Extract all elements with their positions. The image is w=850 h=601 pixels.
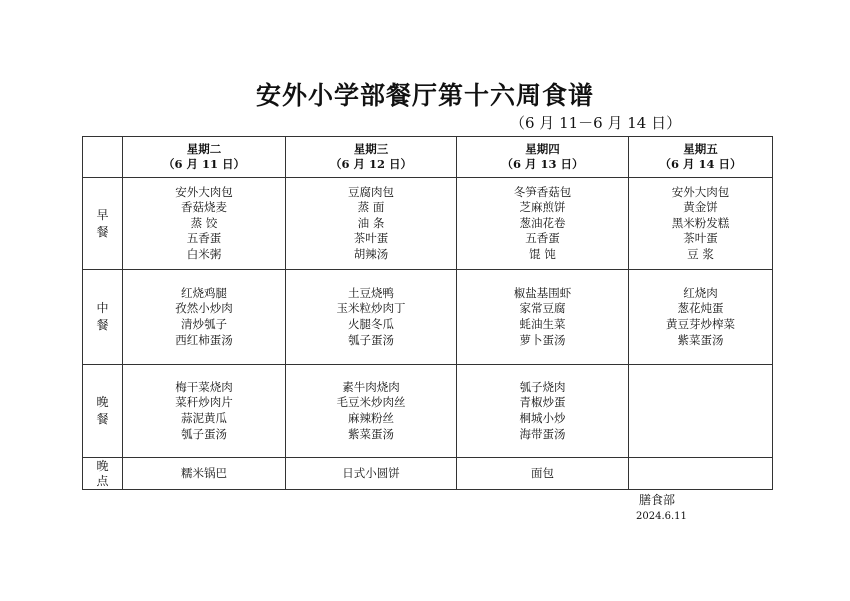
dish: 香菇烧麦 [181,200,227,215]
day-header-tuesday [123,137,286,178]
dinner-wednesday [286,365,457,458]
day-name: 星期三 [353,142,389,156]
dish: 豆 浆 [687,246,714,261]
footer-date: 2024.6.11 [636,511,687,522]
dish: 紫菜蛋汤 [348,426,394,441]
dish: 玉米粒炒肉丁 [336,301,406,316]
day-header-thursday [457,137,629,178]
dish: 素牛肉烧肉 [342,379,400,394]
dish: 冬笋香菇包 [513,184,572,199]
dish: 梅干菜烧肉 [175,379,233,394]
dish: 安外大肉包 [671,184,730,199]
day-header-wednesday [286,137,457,178]
dish: 五香蛋 [525,231,560,246]
dish: 清炒瓠子 [181,317,227,331]
breakfast-friday [629,178,773,270]
dish: 蒸 饺 [190,215,218,230]
dish: 火腿冬瓜 [348,317,394,331]
page-title: 安外小学部餐厅第十六周食谱 [255,81,594,110]
date-range-subtitle: （6 月 11－6 月 14 日） [510,114,682,132]
dish: 茶叶蛋 [683,231,718,246]
dish: 瓠子蛋汤 [348,332,394,347]
day-date: （6 月 12 日） [329,157,412,171]
breakfast-thursday [457,178,629,270]
lunch-label: 中 餐 [83,270,123,365]
snack-label: 晚 点 [83,458,123,490]
footer-department: 膳食部 [639,493,676,507]
dish: 芝麻煎饼 [519,200,566,215]
breakfast-label: 早 餐 [83,178,123,270]
dish: 馄 饨 [529,246,556,261]
dish: 五香蛋 [186,231,222,246]
dish: 萝卜蛋汤 [519,332,566,347]
day-date: （6 月 11 日） [162,157,245,171]
dish: 蚝油生菜 [519,317,566,331]
dish: 黑米粉发糕 [671,215,730,230]
dinner-friday-empty [629,365,773,458]
dish: 黄豆芽炒榨菜 [666,317,735,331]
day-date: （6 月 14 日） [659,157,742,171]
menu-table [82,136,773,490]
dish: 菜秆炒肉片 [175,395,233,410]
dinner-row [83,365,773,458]
day-name: 星期四 [525,142,560,156]
snack-friday [629,458,773,490]
dish: 胡辣汤 [353,246,389,261]
dinner-thursday [457,365,629,458]
dinner-tuesday [123,365,286,458]
lunch-tuesday [123,270,286,365]
dish: 红烧鸡腿 [181,285,227,300]
day-date: （6 月 13 日） [501,157,584,171]
dish: 毛豆米炒肉丝 [336,395,406,410]
dish: 椒盐基围虾 [513,285,572,300]
breakfast-row [83,178,773,270]
dish: 瓠子烧肉 [519,379,566,394]
lunch-friday [629,270,773,365]
day-name: 星期二 [186,142,222,156]
breakfast-tuesday [123,178,286,270]
snack-row [83,458,773,490]
dish: 白米粥 [186,246,222,261]
lunch-thursday [457,270,629,365]
lunch-row [83,270,773,365]
dish: 葱油花卷 [519,215,566,230]
dish: 家常豆腐 [519,301,566,316]
dish: 青椒炒蛋 [519,395,566,410]
dish: 西红柿蛋汤 [175,332,233,347]
dish: 豆腐肉包 [348,184,394,199]
dish: 葱花炖蛋 [677,301,724,316]
dish: 海带蛋汤 [519,426,566,441]
snack-thursday: 面包 [457,458,629,490]
dish: 土豆烧鸭 [348,285,394,300]
snack-wednesday: 日式小圆饼 [286,458,457,490]
lunch-wednesday [286,270,457,365]
snack-tuesday: 糯米锅巴 [123,458,286,490]
dish: 蒸 面 [357,200,385,215]
corner-cell [83,137,123,178]
header-row [83,137,773,178]
dish: 安外大肉包 [175,184,233,199]
dish: 麻辣粉丝 [348,411,394,425]
dish: 蒜泥黄瓜 [181,411,227,425]
dish: 孜然小炒肉 [175,301,233,316]
dish: 茶叶蛋 [353,231,389,246]
day-header-friday [629,137,773,178]
dish: 紫菜蛋汤 [677,332,724,347]
dish: 黄金饼 [683,200,718,215]
dish: 油 条 [357,215,385,230]
breakfast-wednesday [286,178,457,270]
dinner-label: 晚 餐 [83,365,123,458]
day-name: 星期五 [683,142,718,156]
dish: 红烧肉 [683,285,718,300]
dish: 桐城小炒 [519,411,566,425]
dish: 瓠子蛋汤 [181,426,227,441]
